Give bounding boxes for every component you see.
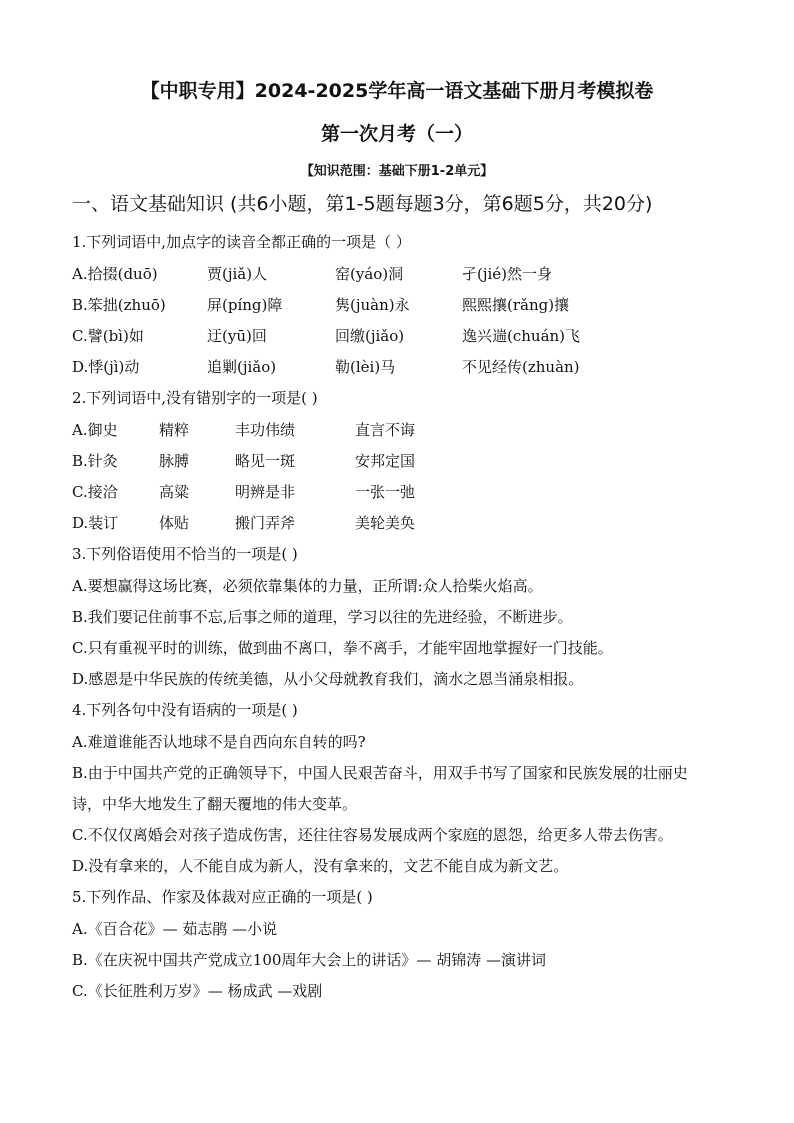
q2-a-2: 精粹 bbox=[159, 421, 190, 439]
q3-option-b: B.我们要记住前事不忘,后事之师的道理，学习以往的先进经验，不断进步。 bbox=[72, 608, 573, 626]
q3-option-c: C.只有重视平时的训练，做到曲不离口，拳不离手，才能牢固地掌握好一门技能。 bbox=[72, 639, 613, 657]
q2-d-2: 体贴 bbox=[159, 514, 190, 532]
q2-a-4: 直言不诲 bbox=[355, 421, 416, 439]
q3-option-d: D.感恩是中华民族的传统美德，从小父母就教育我们，滴水之恩当涌泉相报。 bbox=[72, 670, 584, 688]
exam-title: 【中职专用】2024-2025学年高一语文基础下册月考模拟卷 bbox=[140, 80, 654, 102]
q1-a-2: 贾(jiǎ)人 bbox=[207, 265, 268, 283]
q1-a-4: 孑(jié)然一身 bbox=[462, 265, 553, 283]
q4-option-d: D.没有拿来的，人不能自成为新人，没有拿来的，文艺不能自成为新文艺。 bbox=[72, 857, 569, 875]
q5-option-a: A.《百合花》— 茹志鹃 —小说 bbox=[72, 920, 278, 938]
q2-c-1: C.接洽 bbox=[72, 483, 118, 501]
q5-stem: 5.下列作品、作家及体裁对应正确的一项是( ) bbox=[72, 888, 373, 906]
q2-stem: 2.下列词语中,没有错别字的一项是( ) bbox=[72, 389, 318, 407]
section-one-heading: 一、语文基础知识 (共6小题，第1-5题每题3分，第6题5分，共20分) bbox=[72, 193, 653, 215]
q1-c-2: 迂(yū)回 bbox=[207, 327, 267, 345]
q1-a-1: A.拾掇(duō) bbox=[72, 265, 158, 283]
q2-a-3: 丰功伟绩 bbox=[235, 421, 296, 439]
q2-a-1: A.御史 bbox=[72, 421, 118, 439]
q1-d-2: 追剿(jiǎo) bbox=[207, 358, 277, 376]
q1-b-2: 屏(píng)障 bbox=[207, 296, 283, 314]
q4-option-b: B.由于中国共产党的正确领导下，中国人民艰苦奋斗，用双手书写了国家和民族发展的壮丽史 bbox=[72, 764, 688, 782]
q1-b-3: 隽(juàn)永 bbox=[335, 296, 410, 314]
q1-b-1: B.笨拙(zhuō) bbox=[72, 296, 166, 314]
knowledge-scope: 【知识范围：基础下册1-2单元】 bbox=[300, 164, 494, 179]
q1-c-1: C.譬(bì)如 bbox=[72, 327, 144, 345]
q1-c-4: 逸兴遄(chuán)飞 bbox=[462, 327, 581, 345]
q4-option-a: A.难道谁能否认地球不是自西向东自转的吗? bbox=[72, 733, 366, 751]
q2-c-3: 明辨是非 bbox=[235, 483, 296, 501]
q2-b-4: 安邦定国 bbox=[355, 452, 416, 470]
q1-a-3: 窑(yáo)洞 bbox=[335, 265, 404, 283]
q1-d-1: D.悸(jì)动 bbox=[72, 358, 140, 376]
q1-d-3: 勒(lèi)马 bbox=[335, 358, 396, 376]
q1-c-3: 回缴(jiǎo) bbox=[335, 327, 405, 345]
q2-c-4: 一张一弛 bbox=[355, 483, 416, 501]
q2-d-4: 美轮美奂 bbox=[355, 514, 416, 532]
q2-b-3: 略见一斑 bbox=[235, 452, 296, 470]
q4-stem: 4.下列各句中没有语病的一项是( ) bbox=[72, 701, 298, 719]
q3-stem: 3.下列俗语使用不恰当的一项是( ) bbox=[72, 545, 298, 563]
q1-stem: 1.下列词语中,加点字的读音全都正确的一项是（ ） bbox=[72, 233, 411, 251]
q2-d-1: D.装订 bbox=[72, 514, 119, 532]
q5-option-b: B.《在庆祝中国共产党成立100周年大会上的讲话》— 胡锦涛 —演讲词 bbox=[72, 951, 546, 969]
q5-option-c: C.《长征胜利万岁》— 杨成武 —戏剧 bbox=[72, 982, 323, 1000]
q2-c-2: 高粱 bbox=[159, 483, 190, 501]
q4-option-c: C.不仅仅离婚会对孩子造成伤害，还往往容易发展成两个家庭的恩怨，给更多人带去伤害。 bbox=[72, 826, 673, 844]
q3-option-a: A.要想赢得这场比赛，必须依靠集体的力量，正所谓:众人拾柴火焰高。 bbox=[72, 577, 543, 595]
q4-option-b-cont: 诗，中华大地发生了翻天覆地的伟大变革。 bbox=[72, 795, 358, 813]
q2-d-3: 搬门弄斧 bbox=[235, 514, 296, 532]
q2-b-1: B.针灸 bbox=[72, 452, 118, 470]
q1-b-4: 熙熙攘(rǎng)攘 bbox=[462, 296, 570, 314]
q2-b-2: 脉膊 bbox=[159, 452, 190, 470]
exam-subtitle: 第一次月考（一） bbox=[320, 123, 473, 145]
q1-d-4: 不见经传(zhuàn) bbox=[462, 358, 580, 376]
